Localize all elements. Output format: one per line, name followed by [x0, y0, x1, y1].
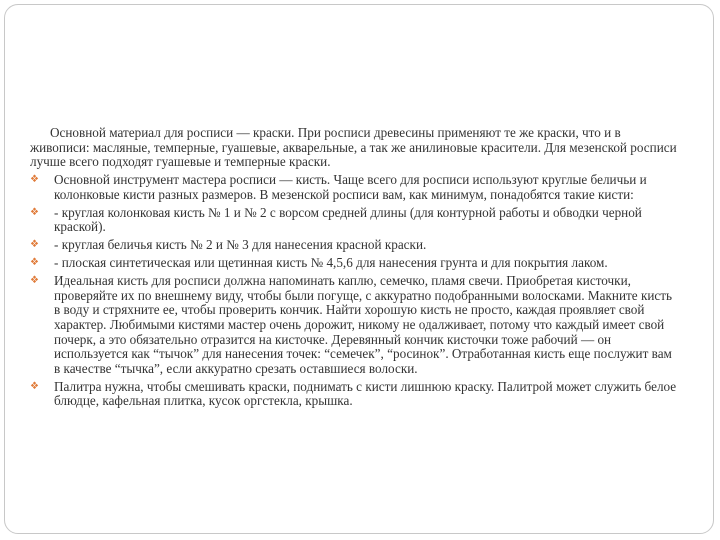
paragraph-text: - круглая колонковая кисть № 1 и № 2 с ворсом средней длины (для контурной работы и обводки черной краской).: [54, 204, 642, 235]
paragraph-flat-brush: [30, 256, 680, 271]
paragraph-text: Основной материал для росписи — краски. При росписи древесины применяют те же краски, что и в живописи: масляные, темперные, гуашевые, акварельные, а так же анилиновые красители. Для мезенской росписи лучше всего подходят гуашевые и темперные краски.: [30, 125, 677, 170]
paragraph-kolinsky-brush: [30, 206, 680, 235]
paragraph-main-tool: [30, 173, 680, 202]
paragraph-text: Идеальная кисть для росписи должна напоминать каплю, семечко, пламя свечи. Приобретая кисточки, проверяйте их по внешнему виду, чтобы были погуще, с аккуратно подобранными волосками. Макните кисть в воду и стряхните ее, чтобы проверить кончик. Найти хорошую кисть не просто, каждая проявляет свой характер. Любимыми кистями мастер очень дорожит, никому не одалживает, потому что каждый имеет свой почерк, а это обязательно отразится на кисточке. Деревянный кончик кисточки тоже рабочий — он используется как “тычок” для нанесения точек: “семечек”, “росинок”. Отработанная кисть еще послужит вам в качестве “тычка”, если аккуратно срезать оставшиеся волоски.: [54, 273, 673, 376]
paragraph-squirrel-brush: [30, 238, 680, 253]
paragraph-palette: [30, 380, 680, 409]
slide-text-body: [30, 126, 680, 412]
bullet-icon: ❖: [30, 275, 39, 287]
paragraph-paint-material: [30, 126, 680, 170]
paragraph-text: Основной инструмент мастера росписи — кисть. Чаще всего для росписи используют круглые беличьи и колонковые кисти разных размеров. В мезенской росписи вам, как минимум, понадобятся такие кисти:: [54, 172, 647, 202]
paragraph-ideal-brush: [30, 274, 680, 376]
bullet-icon: ❖: [30, 239, 39, 251]
paragraph-text: Палитра нужна, чтобы смешивать краски, поднимать с кисти лишнюю краску. Палитрой может служить белое блюдце, кафельная плитка, кусок оргстекла, крышка.: [54, 378, 677, 409]
bullet-icon: ❖: [30, 206, 39, 218]
paragraph-text: - круглая беличья кисть № 2 и № 3 для нанесения красной краски.: [54, 237, 427, 253]
bullet-icon: ❖: [30, 174, 39, 186]
paragraph-text: - плоская синтетическая или щетинная кисть № 4,5,6 для нанесения грунта и для покрытия лаком.: [54, 255, 608, 271]
bullet-icon: ❖: [30, 257, 39, 269]
bullet-icon: ❖: [30, 380, 39, 392]
